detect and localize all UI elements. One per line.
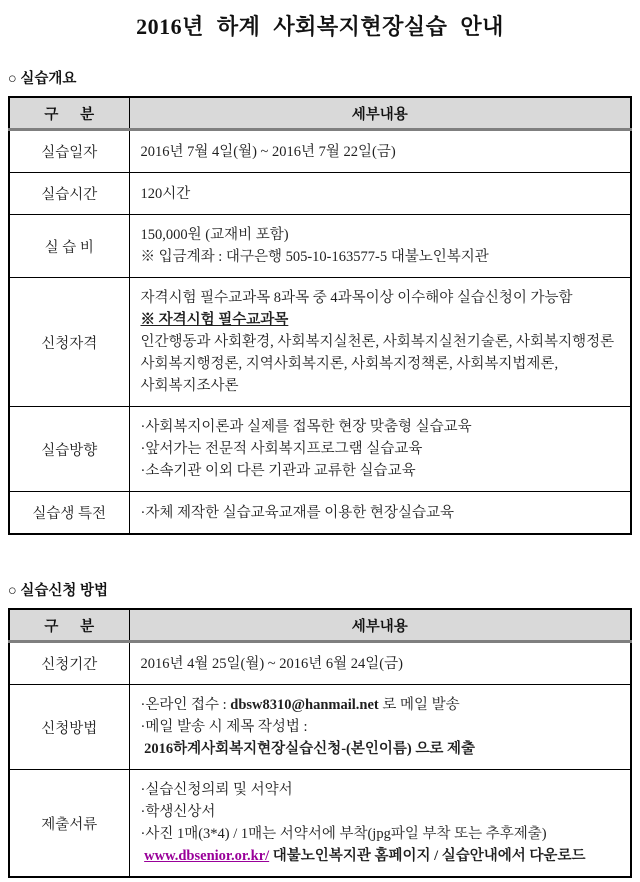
table-header-row — [9, 609, 631, 642]
row-label: 실습생 특전 — [9, 492, 129, 535]
text-segment: ·자체 제작한 실습교육교재를 이용한 현장실습교육 — [140, 504, 454, 521]
col-header-details: 세부내용 — [129, 609, 631, 642]
content-line — [141, 823, 619, 845]
content-line — [141, 375, 619, 397]
table-header-row — [9, 97, 631, 130]
content-line — [141, 141, 619, 163]
text-segment: ·사진 1매(3*4) / 1매는 서약서에 부착(jpg파일 부착 또는 추후제출) — [140, 826, 547, 842]
content-line — [141, 287, 619, 309]
content-line — [141, 845, 619, 867]
table-row — [9, 215, 631, 278]
row-content — [129, 770, 631, 878]
text-segment: ·앞서가는 전문적 사회복지프로그램 실습교육 — [140, 441, 423, 457]
row-label: 실습방향 — [9, 407, 129, 492]
col-header-category: 구 분 — [9, 97, 129, 130]
text-segment: ※ 자격시험 필수교과목 — [140, 312, 289, 328]
section-overview — [8, 67, 632, 535]
row-content — [129, 278, 631, 407]
text-segment: ※ 입금계좌 : 대구은행 505-10-163577-5 대불노인복지관 — [140, 249, 489, 265]
content-line — [141, 183, 619, 205]
text-segment: ·실습신청의뢰 및 서약서 — [140, 782, 293, 798]
content-line — [141, 309, 619, 331]
row-content — [129, 642, 631, 685]
content-line — [141, 502, 619, 524]
row-label: 제출서류 — [9, 770, 129, 878]
row-content — [129, 492, 631, 535]
table-row — [9, 492, 631, 535]
content-line — [141, 694, 619, 716]
content-line — [141, 801, 619, 823]
text-segment: 로 메일 발송 — [378, 697, 460, 713]
section-apply — [8, 579, 632, 878]
table-row — [9, 130, 631, 173]
text-segment: 2016년 7월 4일(월) ~ 2016년 7월 22일(금) — [140, 143, 396, 160]
row-label: 신청기간 — [9, 642, 129, 685]
table-row — [9, 407, 631, 492]
table-row — [9, 173, 631, 215]
text-segment: ·사회복지이론과 실제를 접목한 현장 맞춤형 실습교육 — [140, 419, 472, 435]
table-row — [9, 770, 631, 878]
text-segment: ·메일 발송 시 제목 작성법 : — [140, 719, 308, 735]
content-line — [141, 460, 619, 482]
content-line — [141, 353, 619, 375]
text-segment: 2016하계사회복지현장실습신청-(본인이름) 으로 제출 — [144, 741, 475, 757]
text-segment: 사회복지행정론, 지역사회복지론, 사회복지정책론, 사회복지법제론, — [140, 356, 559, 372]
content-line — [141, 416, 619, 438]
text-segment: ·온라인 접수 : — [140, 697, 231, 713]
row-content — [129, 173, 631, 215]
content-line — [141, 738, 619, 760]
text-segment: 150,000원 (교재비 포함) — [140, 227, 289, 243]
content-line — [141, 224, 619, 246]
content-line — [141, 438, 619, 460]
apply-table-body — [9, 642, 631, 878]
text-segment: 사회복지조사론 — [140, 378, 239, 394]
page-title: 2016년 하계 사회복지현장실습 안내 — [136, 14, 504, 39]
content-line — [141, 779, 619, 801]
content-line — [141, 653, 619, 675]
row-label: 신청자격 — [9, 278, 129, 407]
apply-heading: ○ 실습신청 방법 — [8, 583, 109, 599]
row-label: 실 습 비 — [9, 215, 129, 278]
overview-table-body — [9, 130, 631, 535]
row-content — [129, 407, 631, 492]
email-address: dbsw8310@hanmail.net — [230, 697, 379, 713]
table-row — [9, 642, 631, 685]
col-header-details: 세부내용 — [129, 97, 631, 130]
col-header-category: 구 분 — [9, 609, 129, 642]
apply-table — [8, 608, 632, 878]
content-line — [141, 246, 619, 268]
content-line — [141, 716, 619, 738]
row-label: 실습일자 — [9, 130, 129, 173]
text-segment: 인간행동과 사회환경, 사회복지실천론, 사회복지실천기술론, 사회복지행정론 — [140, 334, 615, 350]
text-segment: 자격시험 필수교과목 8과목 중 4과목이상 이수해야 실습신청이 가능함 — [140, 290, 573, 306]
row-label: 실습시간 — [9, 173, 129, 215]
table-row — [9, 278, 631, 407]
text-segment: ·학생신상서 — [140, 804, 216, 820]
content-line — [141, 331, 619, 353]
row-content — [129, 215, 631, 278]
row-content — [129, 130, 631, 173]
overview-heading: ○ 실습개요 — [8, 71, 77, 87]
row-label: 신청방법 — [9, 685, 129, 770]
text-segment: 120시간 — [140, 185, 191, 202]
overview-table — [8, 96, 632, 535]
text-segment: ·소속기관 이외 다른 기관과 교류한 실습교육 — [140, 463, 416, 479]
website-link[interactable]: www.dbsenior.or.kr/ — [144, 848, 270, 864]
row-content — [129, 685, 631, 770]
table-row — [9, 685, 631, 770]
text-segment: 대불노인복지관 홈페이지 / 실습안내에서 다운로드 — [269, 848, 586, 864]
text-segment: 2016년 4월 25일(월) ~ 2016년 6월 24일(금) — [140, 655, 403, 672]
